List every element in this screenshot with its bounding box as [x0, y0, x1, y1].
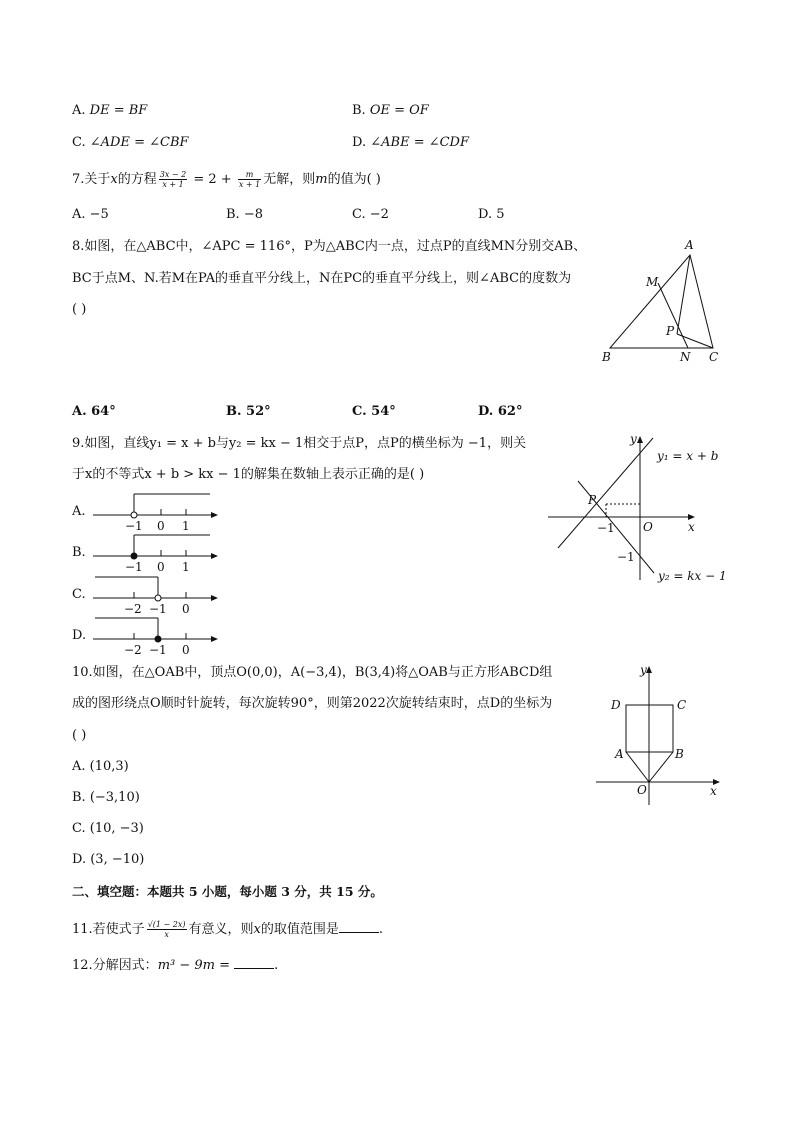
q10-point-d-label: D: [611, 698, 621, 712]
q9b-tick-neg1: −1: [125, 560, 143, 574]
q9-option-c-label: C.: [72, 587, 86, 602]
q9c-tick-neg2: −2: [124, 602, 142, 616]
q9-axis-y-label: y: [630, 432, 637, 446]
q11-stem: 11.若使式子 $\frac{√(1 - 2x)}{x}$ 有意义，则x的取值范围是 .: [72, 920, 384, 939]
q9-stem-line1: 9.如图，直线y₁ = x + b与y₂ = kx − 1相交于点P，点P的横坐标为 −1，则关: [72, 436, 527, 451]
q9c-tick-0: 0: [182, 602, 190, 616]
q10-axis-y-label: y: [640, 663, 647, 677]
q9b-tick-1: 1: [182, 560, 190, 574]
q10-option-d: D. (3, −10): [72, 852, 145, 867]
q6-option-d: D. ∠ABE = ∠CDF: [352, 135, 469, 150]
q9a-tick-neg1: −1: [125, 519, 143, 533]
q6-option-a-expr: DE = BF: [89, 103, 148, 118]
section-2-heading: 二、填空题：本题共 5 小题，每小题 3 分，共 15 分。: [72, 884, 383, 899]
q8-option-b: B. 52°: [226, 404, 271, 419]
q8-option-a: A. 64°: [72, 404, 116, 419]
q8-option-d: D. 62°: [478, 404, 523, 419]
q8-triangle-figure: [595, 235, 725, 365]
q11-answer-blank: [339, 920, 379, 933]
q7-option-a: A. −5: [72, 207, 109, 222]
q12-answer-blank: [234, 956, 274, 969]
q9-option-c-numberline: [90, 573, 220, 615]
q9-origin-label: O: [643, 520, 653, 534]
q10-option-a: A. (10,3): [72, 759, 129, 774]
q8-label-p: P: [666, 324, 675, 338]
q9-tick-neg1-y: −1: [617, 550, 635, 564]
q6-option-b-expr: OE = OF: [369, 103, 429, 118]
q9-option-b-numberline: [90, 531, 220, 573]
q6-option-c-expr: ∠ADE = ∠CBF: [89, 135, 189, 150]
q9-tick-neg1-x: −1: [597, 521, 615, 535]
q10-option-c: C. (10, −3): [72, 821, 144, 836]
q9-option-d-numberline: [90, 614, 220, 656]
q9-option-b-label: B.: [72, 545, 86, 560]
q9-lines-figure: [545, 430, 730, 588]
q10-stem-line1: 10.如图，在△OAB中，顶点O(0,0)，A(−3,4)，B(3,4)将△OAB与正方形ABCD组: [72, 665, 553, 680]
q9d-tick-neg1: −1: [149, 643, 167, 657]
q9b-tick-0: 0: [157, 560, 165, 574]
q9-axis-x-label: x: [688, 520, 695, 534]
q10-stem-line3: ( ): [72, 728, 87, 743]
q9-stem-line2: 于x的不等式x + b > kx − 1的解集在数轴上表示正确的是( ): [72, 467, 425, 482]
q8-stem-line2: BC于点M、N.若M在PA的垂直平分线上，N在PC的垂直平分线上，则∠ABC的度数为: [72, 271, 572, 286]
q8-label-c: C: [709, 350, 719, 364]
q10-point-c-label: C: [677, 698, 687, 712]
q7-fraction-left: $\frac{3x - 2}{x + 1}$: [159, 170, 187, 189]
q9-option-d-label: D.: [72, 628, 87, 643]
q9-line-y1-label: y₁ = x + b: [657, 449, 719, 463]
q9-option-a-numberline: [90, 490, 220, 532]
q8-segment-pc: [677, 334, 713, 348]
q10-point-b-label: B: [675, 747, 684, 761]
q7-option-c: C. −2: [352, 207, 389, 222]
q10-rotation-figure: [590, 660, 725, 810]
q6-option-d-expr: ∠ABE = ∠CDF: [370, 135, 469, 150]
q6-option-c: C. ∠ADE = ∠CBF: [72, 135, 189, 150]
q8-label-a: A: [685, 238, 694, 252]
q10-axis-x-label: x: [710, 784, 717, 798]
q10-stem-line2: 成的图形绕点O顺时针旋转，每次旋转90°，则第2022次旋转结束时，点D的坐标为: [72, 696, 553, 711]
q12-stem: 12.分解因式：m³ − 9m = .: [72, 958, 279, 973]
q11-fraction: $\frac{√(1 - 2x)}{x}$: [147, 920, 186, 939]
q7-option-d: D. 5: [478, 207, 505, 222]
q9-point-p-label: P: [588, 493, 597, 507]
q8-label-m: M: [646, 275, 659, 289]
q9-option-a-label: A.: [72, 504, 86, 519]
q7-stem: 7.关于x的方程 $\frac{3x - 2}{x + 1}$ = 2 + $\frac{m}{x + 1}$ 无解，则m的值为( ): [72, 170, 381, 189]
q9-line-y2-label: y₂ = kx − 1: [658, 569, 727, 583]
q9a-tick-0: 0: [157, 519, 165, 533]
q10-option-b: B. (−3,10): [72, 790, 140, 805]
q9d-tick-0: 0: [182, 643, 190, 657]
q7-option-b: B. −8: [226, 207, 263, 222]
q8-stem-line1: 8.如图，在△ABC中，∠APC = 116°，P为△ABC内一点，过点P的直线MN分别交AB、: [72, 239, 587, 254]
q6-option-a: A. DE = BF: [72, 103, 148, 118]
q8-segment-ap: [677, 255, 690, 334]
q10-point-a-label: A: [615, 747, 624, 761]
q8-option-c: C. 54°: [352, 404, 396, 419]
q8-label-n: N: [680, 350, 691, 364]
q7-fraction-right: $\frac{m}{x + 1}$: [238, 170, 261, 189]
q8-stem-line3: ( ): [72, 302, 87, 317]
q8-label-b: B: [602, 350, 611, 364]
q9d-tick-neg2: −2: [124, 643, 142, 657]
q9a-tick-1: 1: [182, 519, 190, 533]
q9c-tick-neg1: −1: [149, 602, 167, 616]
q10-origin-label: O: [637, 783, 647, 797]
q6-option-b: B. OE = OF: [352, 103, 429, 118]
